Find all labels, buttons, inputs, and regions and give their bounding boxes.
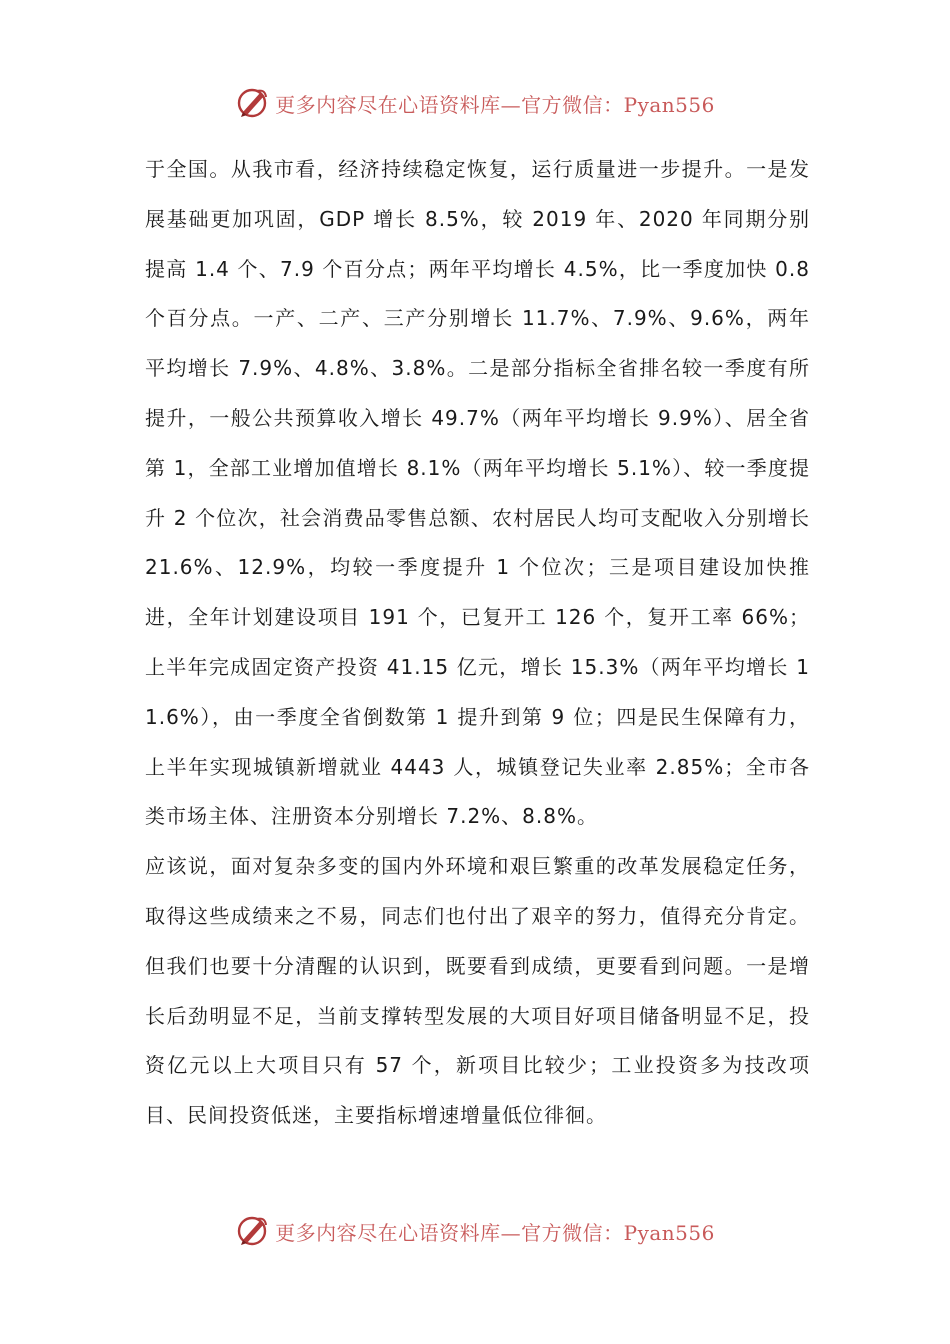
header-banner [0,83,950,123]
pen-logo-icon [235,85,271,121]
paragraph: 于全国。从我市看，经济持续稳定恢复，运行质量进一步提升。一是发展基础更加巩固，GDP 增长 8.5%，较 2019 年、2020 年同期分别提高 1.4 个、7.9 个百分点；两年平均增长 4.5%，比一季度加快 0.8 个百分点。一产、二产、三产分别增长 11.7%、7.9%、9.6%，两年平均增长 7.9%、4.8%、3.8%。二是部分指标全省排名较一季度有所提升，一般公共预算收入增长 49.7%（两年平均增长 9.9%）、居全省第 1，全部工业增加值增长 8.1%（两年平均增长 5.1%）、较一季度提升 2 个位次，社会消费品零售总额、农村居民人均可支配收入分别增长 21.6%、12.9%，均较一季度提升 1 个位次；三是项目建设加快推进，全年计划建设项目 191 个，已复开工 126 个，复开工率 66%；上半年完成固定资产投资 41.15 亿元，增长 15.3%（两年平均增长 11.6%），由一季度全省倒数第 1 提升到第 9 位；四是民生保障有力，上半年实现城镇新增就业 4443 人，城镇登记失业率 2.85%；全市各类市场主体、注册资本分别增长 7.2%、8.8%。 [145,157,810,829]
document-body [145,145,810,1141]
paragraph: 应该说，面对复杂多变的国内外环境和艰巨繁重的改革发展稳定任务，取得这些成绩来之不易，同志们也付出了艰辛的努力，值得充分肯定。但我们也要十分清醒的认识到，既要看到成绩，更要看到问题。一是增长后劲明显不足，当前支撑转型发展的大项目好项目储备明显不足，投资亿元以上大项目只有 57 个，新项目比较少；工业投资多为技改项目、民间投资低迷，主要指标增速增量低位徘徊。 [145,854,810,1128]
pen-logo-icon [235,1213,271,1249]
header-banner-text: 更多内容尽在心语资料库—官方微信：Pyan556 [275,92,715,117]
footer-banner [0,1211,950,1251]
footer-banner-text: 更多内容尽在心语资料库—官方微信：Pyan556 [275,1220,715,1245]
